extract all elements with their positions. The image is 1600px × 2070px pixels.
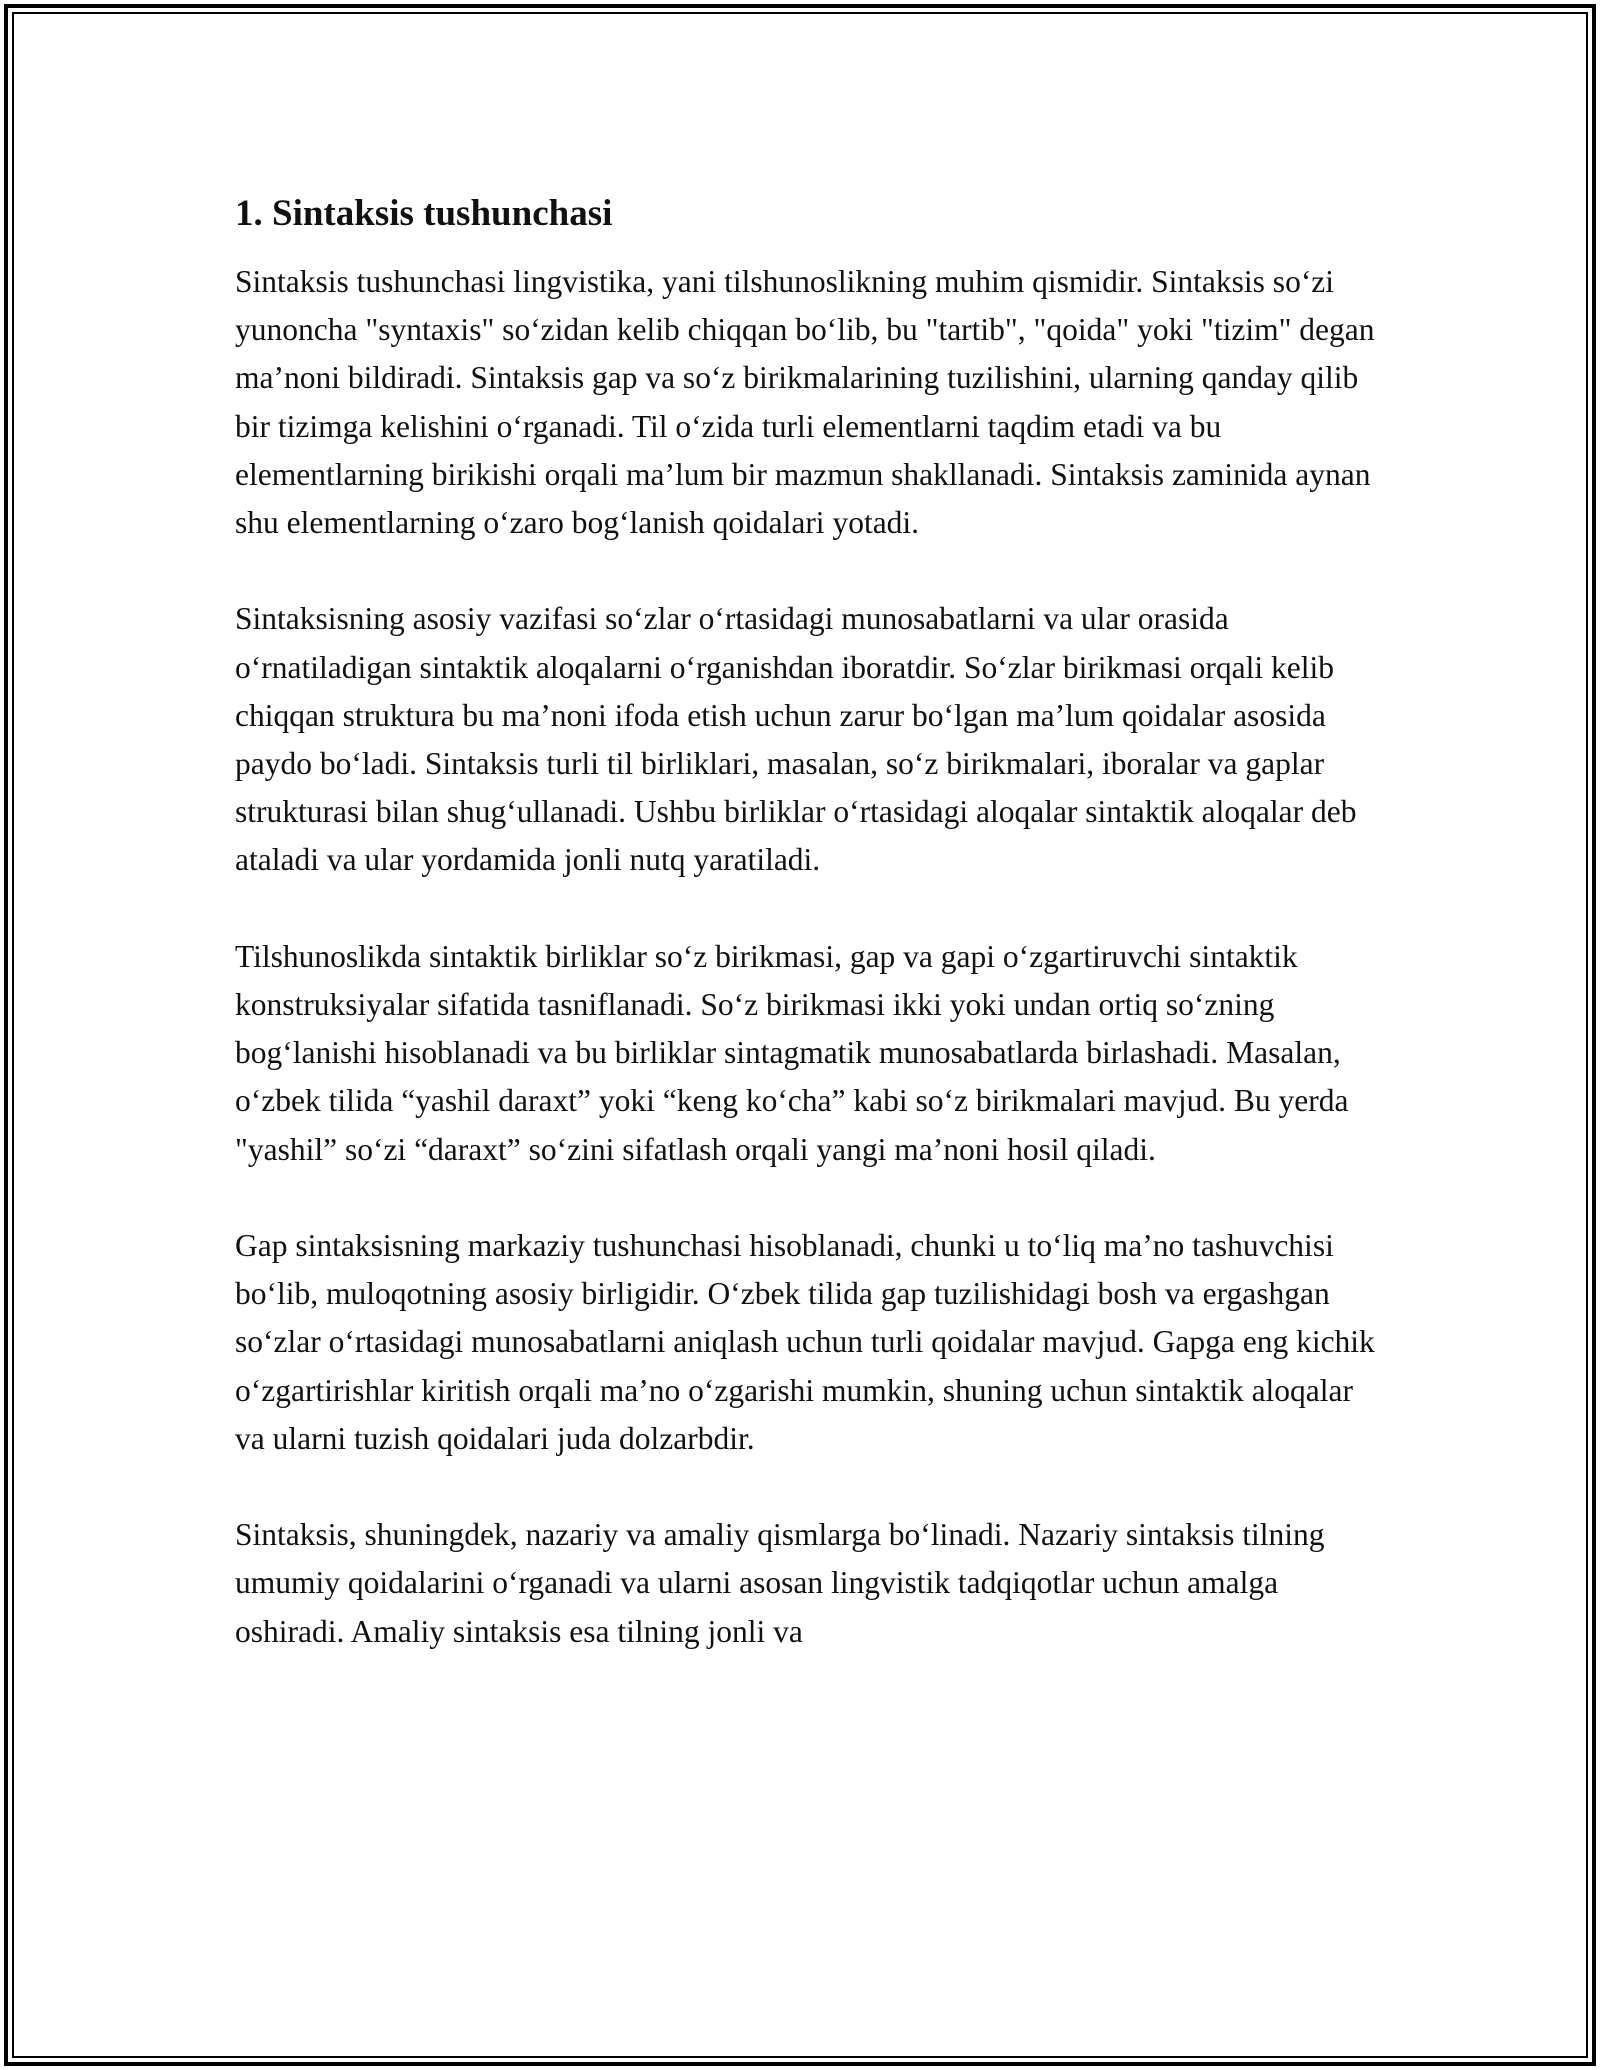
paragraph-3: Tilshunoslikda sintaktik birliklar so‘z birikmasi, gap va gapi o‘zgartiruvchi sintaktik konstruksiyalar sifatida tasniflanadi. So‘z birikmasi ikki yoki undan ortiq so‘zning bog‘lanishi hisoblanadi va bu birliklar sintagmatik munosabatlarda birlashadi. Masalan, o‘zbek tilida “yashil daraxt” yoki “keng ko‘cha” kabi so‘z birikmalari mavjud. Bu yerda "yashil” so‘zi “daraxt” so‘zini sifatlash orqali yangi ma’noni hosil qiladi. (235, 938, 1349, 1167)
section-heading: 1. Sintaksis tushunchasi (235, 193, 613, 234)
document-body (235, 186, 1385, 1704)
paragraph-1: Sintaksis tushunchasi lingvistika, yani tilshunoslikning muhim qismidir. Sintaksis so‘zi yunoncha "syntaxis" so‘zidan kelib chiqqan bo‘lib, bu "tartib", "qoida" yoki "tizim" degan ma’noni bildiradi. Sintaksis gap va so‘z birikmalarining tuzilishini, ularning qanday qilib bir tizimga kelishini o‘rganadi. Til o‘zida turli elementlarni taqdim etadi va bu elementlarning birikishi orqali ma’lum bir mazmun shakllanadi. Sintaksis zaminida aynan shu elementlarning o‘zaro bog‘lanish qoidalari yotadi. (235, 264, 1375, 541)
paragraph-2: Sintaksisning asosiy vazifasi so‘zlar o‘rtasidagi munosabatlarni va ular orasida o‘rnatiladigan sintaktik aloqalarni o‘rganishdan iboratdir. So‘zlar birikmasi orqali kelib chiqqan struktura bu ma’noni ifoda etish uchun zarur bo‘lgan ma’lum qoidalar asosida paydo bo‘ladi. Sintaksis turli til birliklari, masalan, so‘z birikmalari, iboralar va gaplar strukturasi bilan shug‘ullanadi. Ushbu birliklar o‘rtasidagi aloqalar sintaktik aloqalar deb ataladi va ular yordamida jonli nutq yaratiladi. (235, 601, 1357, 878)
paragraph-5: Sintaksis, shuningdek, nazariy va amaliy qismlarga bo‘linadi. Nazariy sintaksis tilning umumiy qoidalarini o‘rganadi va ularni asosan lingvistik tadqiqotlar uchun amalga oshiradi. Amaliy sintaksis esa tilning jonli va (235, 1517, 1325, 1649)
paragraph-4: Gap sintaksisning markaziy tushunchasi hisoblanadi, chunki u to‘liq ma’no tashuvchisi bo‘lib, muloqotning asosiy birligidir. O‘zbek tilida gap tuzilishidagi bosh va ergashgan so‘zlar o‘rtasidagi munosabatlarni aniqlash uchun turli qoidalar mavjud. Gapga eng kichik o‘zgartirishlar kiritish orqali ma’no o‘zgarishi mumkin, shuning uchun sintaktik aloqalar va ularni tuzish qoidalari juda dolzarbdir. (235, 1228, 1375, 1456)
